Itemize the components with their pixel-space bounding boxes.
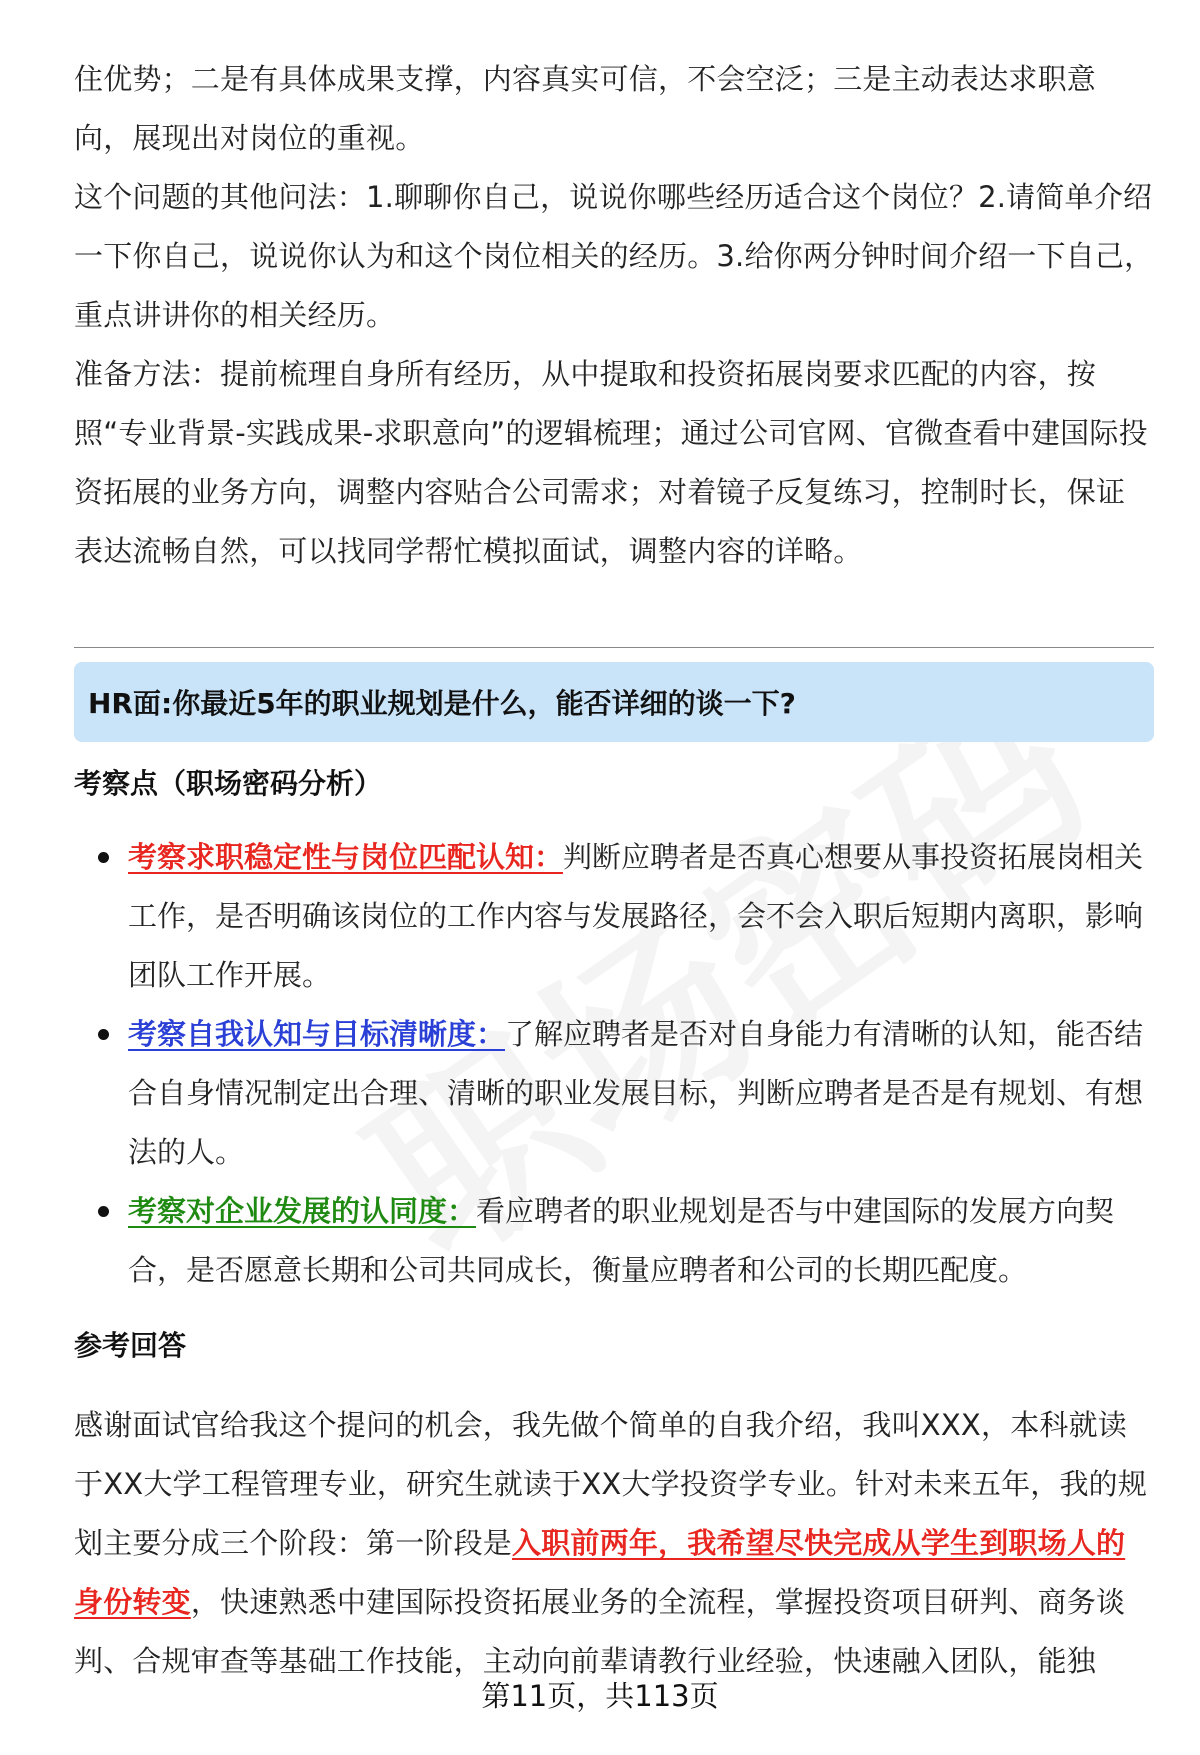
point-text: 看应聘者的职业规划是否与中建国际的发展方向契合，是否愿意长期和公司共同成长，衡量应聘者和公司的长期匹配度。	[128, 1194, 1115, 1287]
bullet-icon	[98, 1206, 109, 1217]
point-keyword: 考察自我认知与目标清晰度：	[128, 1017, 506, 1051]
answer-text-part1: 感谢面试官给我这个提问的机会，我先做个简单的自我介绍，我叫XXX，本科就读于XX大学工程管理专业，研究生就读于XX大学投资学专业。针对未来五年，我的规划主要分成三个阶段：第一阶段是	[74, 1408, 1148, 1560]
point-text: 判断应聘者是否真心想要从事投资拓展岗相关工作，是否明确该岗位的工作内容与发展路径，会不会入职后短期内离职，影响团队工作开展。	[128, 840, 1144, 992]
answer-paragraph	[74, 1396, 1154, 1691]
answer-text-part2: ，快速熟悉中建国际投资拓展业务的全流程，掌握投资项目研判、商务谈判、合规审查等基础工作技能，主动向前辈请教行业经验，快速融入团队，能独	[74, 1585, 1126, 1678]
point-text: 了解应聘者是否对自身能力有清晰的认知，能否结合自身情况制定出合理、清晰的职业发展目标，判断应聘者是否是有规划、有想法的人。	[128, 1017, 1144, 1169]
intro-paragraph-2: 这个问题的其他问法：1.聊聊你自己，说说你哪些经历适合这个岗位？2.请简单介绍一下你自己，说说你认为和这个岗位相关的经历。3.给你两分钟时间介绍一下自己，重点讲讲你的相关经历。	[74, 180, 1154, 332]
point-keyword: 考察求职稳定性与岗位匹配认知：	[128, 840, 564, 874]
list-item	[74, 1182, 1154, 1300]
answer-title: 参考回答	[74, 1329, 187, 1362]
bullet-icon	[98, 852, 109, 863]
intro-paragraph-3: 准备方法：提前梳理自身所有经历，从中提取和投资拓展岗要求匹配的内容，按照“专业背景-实践成果-求职意向”的逻辑梳理；通过公司官网、官微查看中建国际投资拓展的业务方向，调整内容贴合公司需求；对着镜子反复练习，控制时长，保证表达流畅自然，可以找同学帮忙模拟面试，调整内容的详略。	[74, 357, 1148, 568]
document-page	[74, 50, 1154, 1691]
analysis-title: 考察点（职场密码分析）	[74, 767, 383, 800]
section-divider	[74, 647, 1154, 648]
list-item	[74, 828, 1154, 1005]
intro-paragraph-1: 住优势；二是有具体成果支撑，内容真实可信，不会空泛；三是主动表达求职意向，展现出对岗位的重视。	[74, 62, 1097, 155]
analysis-points	[74, 828, 1154, 1300]
point-keyword: 考察对企业发展的认同度：	[128, 1194, 477, 1228]
list-item	[74, 1005, 1154, 1182]
answer-highlight: 入职前两年，我希望尽快完成从学生到职场人的身份转变	[74, 1526, 1126, 1619]
bullet-icon	[98, 1029, 109, 1040]
question-title: HR面:你最近5年的职业规划是什么，能否详细的谈一下?	[88, 687, 796, 720]
question-box	[74, 662, 1154, 742]
page-number: 第11页，共113页	[481, 1679, 719, 1713]
